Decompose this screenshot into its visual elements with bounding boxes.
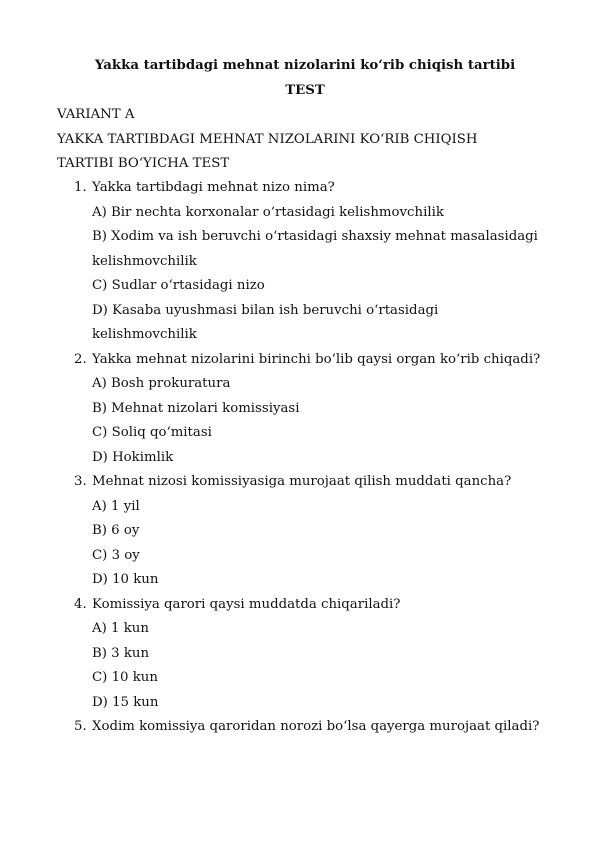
answer-option: D) 10 kun bbox=[92, 572, 159, 587]
title-line-1: Yakka tartibdagi mehnat nizolarini koʻrib chiqish tartibi bbox=[94, 58, 516, 73]
question-item bbox=[57, 176, 547, 348]
question-number: 1. bbox=[74, 180, 87, 195]
document-title bbox=[80, 54, 530, 103]
answer-option: A) 1 kun bbox=[92, 621, 149, 636]
answer-option: D) Kasaba uyushmasi bilan ish beruvchi oʻrtasidagi kelishmovchilik bbox=[92, 302, 439, 342]
answer-option: B) Xodim va ish beruvchi oʻrtasidagi shaxsiy mehnat masalasidagi kelishmovchilik bbox=[92, 229, 538, 269]
answer-option: B) Mehnat nizolari komissiyasi bbox=[92, 400, 300, 416]
question-number: 5. bbox=[74, 719, 87, 734]
question-text: Komissiya qarori qaysi muddatda chiqariladi? bbox=[92, 596, 401, 612]
answer-option: D) Hokimlik bbox=[92, 449, 174, 465]
answer-option: C) 3 oy bbox=[92, 547, 140, 563]
question-text: Yakka tartibdagi mehnat nizo nima? bbox=[92, 180, 335, 195]
question-number: 2. bbox=[74, 351, 87, 367]
question-item bbox=[57, 715, 547, 740]
variant-label: VARIANT A bbox=[57, 107, 135, 122]
question-number: 4. bbox=[74, 596, 87, 612]
answer-option: A) Bosh prokuratura bbox=[92, 376, 231, 391]
test-heading-line-1: YAKKA TARTIBDAGI MEHNAT NIZOLARINI KOʻRIB CHIQISH bbox=[57, 131, 478, 147]
answer-option: C) Soliq qoʻmitasi bbox=[92, 425, 212, 440]
test-heading-line-2: TARTIBI BOʻYICHA TEST bbox=[57, 156, 230, 171]
answer-option: D) 15 kun bbox=[92, 694, 159, 710]
answer-option: A) Bir nechta korxonalar oʻrtasidagi kelishmovchilik bbox=[92, 204, 444, 220]
title-line-2: TEST bbox=[285, 82, 325, 98]
intro-block bbox=[57, 103, 557, 177]
question-text: Mehnat nizosi komissiyasiga murojaat qilish muddati qancha? bbox=[92, 474, 512, 489]
question-list bbox=[57, 176, 547, 740]
question-number: 3. bbox=[74, 474, 87, 489]
answer-option: A) 1 yil bbox=[92, 498, 140, 514]
answer-option: C) Sudlar oʻrtasidagi nizo bbox=[92, 278, 265, 293]
answer-option: B) 3 kun bbox=[92, 645, 150, 661]
question-item bbox=[57, 470, 547, 593]
answer-option: C) 10 kun bbox=[92, 670, 158, 685]
question-text: Xodim komissiya qaroridan norozi boʻlsa qayerga murojaat qiladi? bbox=[92, 719, 540, 734]
question-text: Yakka mehnat nizolarini birinchi boʻlib qaysi organ koʻrib chiqadi? bbox=[92, 351, 541, 367]
question-item bbox=[57, 593, 547, 716]
answer-option: B) 6 oy bbox=[92, 523, 140, 538]
question-item bbox=[57, 348, 547, 471]
